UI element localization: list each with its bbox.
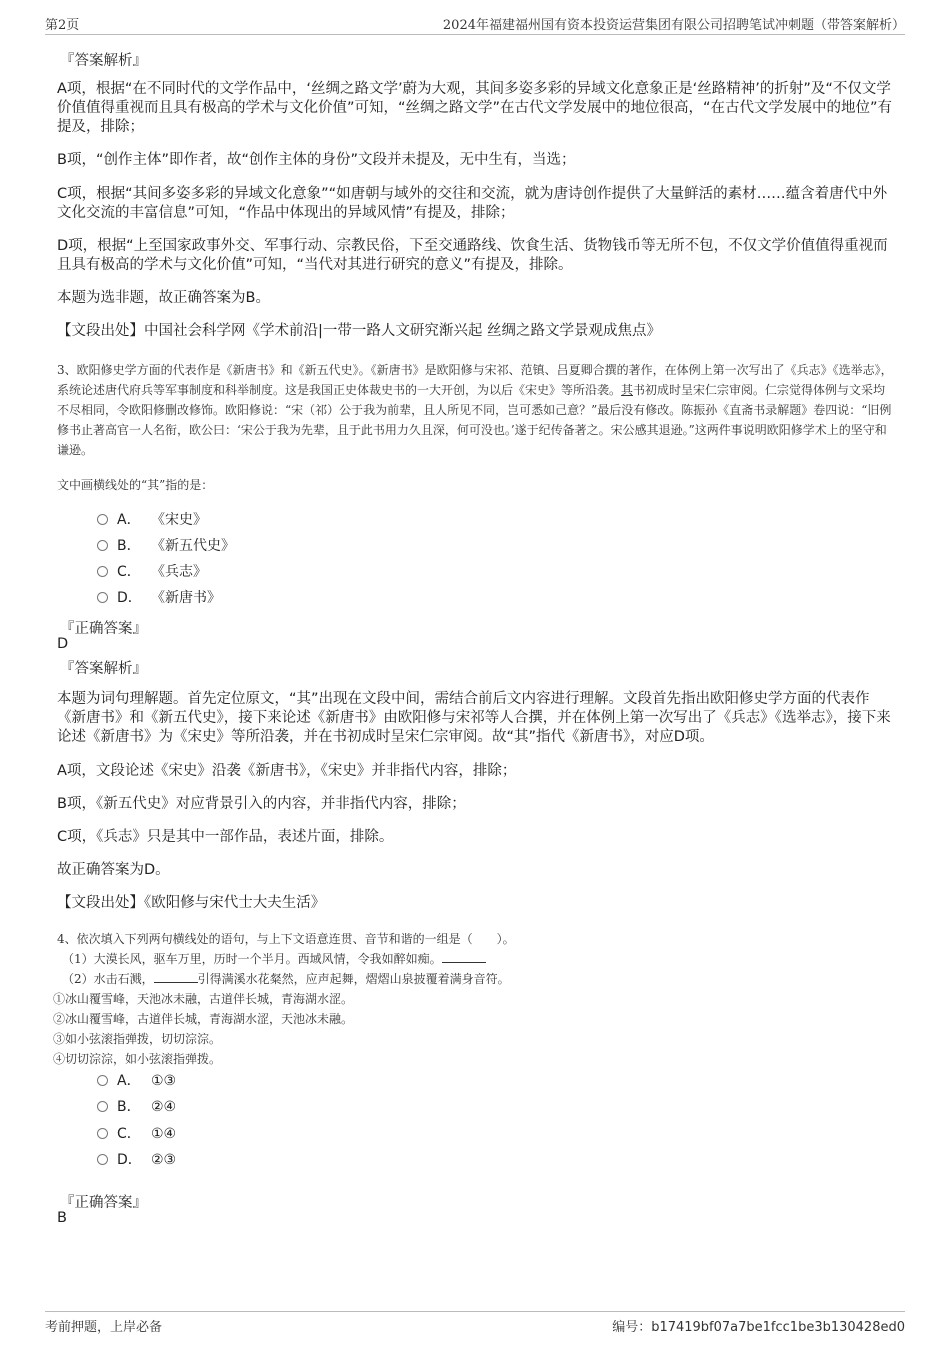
q3-answer: D <box>57 636 69 652</box>
q4-stem: 4、依次填入下列两句横线处的语句，与上下文语意连贯、音节和谐的一组是（ ）。 <box>57 932 515 946</box>
q4-blank-1 <box>442 949 486 963</box>
q2-source: 【文段出处】中国社会科学网《学术前沿|一带一路人文研究渐兴起 丝绸之路文学景观成焦点》 <box>57 323 661 339</box>
q3-option-c[interactable]: C． 《兵志》 <box>97 562 207 582</box>
q4-item-3: ③如小弦滚指弹拨，切切淙淙。 <box>53 1032 222 1046</box>
q4-item-1: ①冰山覆雪峰，天池冰未融，古道伴长城，青海湖水涩。 <box>53 992 354 1006</box>
q3-passage-part-a: 3、欧阳修史学方面的代表作是《新唐书》和《新五代史》。《新唐书》是欧阳修与宋祁、范镇、吕夏卿合撰的著作，在体例上第一次写出了《兵志》《选举志》，系统论述唐代府兵等军事制度和科举制度。这是我国正史体裁史书的一大开创，为以后《宋史》等所沿袭。 <box>57 363 893 397</box>
q4-option-c[interactable]: C． ①④ <box>97 1124 176 1144</box>
q4-option-d[interactable]: D． ②③ <box>97 1150 176 1170</box>
q2-analysis-heading: 『答案解析』 <box>60 53 147 69</box>
q3-analysis-a: A项，文段论述《宋史》沿袭《新唐书》，《宋史》并非指代内容，排除； <box>57 763 517 779</box>
q2-analysis-d: D项，根据“上至国家政事外交、军事行动、宗教民俗，下至交通路线、饮食生活、货物钱币等无所不包，不仅文学价值值得重视而且具有极高的学术与文化价值”可知，“当代对其进行研究的意义”有提及，排除。 <box>57 238 888 273</box>
q3-underlined-word: 其 <box>621 383 634 397</box>
footer-slogan: 考前押题，上岸必备 <box>45 1320 163 1335</box>
q2-conclusion: 本题为选非题，故正确答案为B。 <box>57 290 270 306</box>
radio-icon[interactable] <box>97 1154 108 1165</box>
q2-analysis-c: C项，根据“其间多姿多彩的异域文化意象”“如唐朝与域外的交往和交流，就为唐诗创作提供了大量鲜活的素材……蕴含着唐代中外文化交流的丰富信息”可知，“作品中体现出的异域风情”有提及，排除； <box>57 186 888 221</box>
q3-analysis: 本题为词句理解题。首先定位原文，“其”出现在文段中间，需结合前后文内容进行理解。文段首先指出欧阳修史学方面的代表作《新唐书》和《新五代史》，接下来论述《新唐书》由欧阳修与宋祁等人合撰，并在体例上第一次写出了《兵志》《选举志》，接下来论述《新唐书》为《宋史》等所沿袭，并在书初成时呈宋仁宗审阅。故“其”指代《新唐书》，对应D项。 <box>57 691 891 745</box>
q4-option-a[interactable]: A． ①③ <box>97 1071 176 1091</box>
q3-conclusion: 故正确答案为D。 <box>57 862 170 878</box>
q3-option-d[interactable]: D． 《新唐书》 <box>97 588 221 608</box>
q4-item-4: ④切切淙淙，如小弦滚指弹拨。 <box>53 1052 222 1066</box>
q4-blank-2 <box>154 969 198 983</box>
q3-analysis-heading: 『答案解析』 <box>60 661 147 677</box>
q3-analysis-c: C项，《兵志》只是其中一部作品，表述片面，排除。 <box>57 829 394 845</box>
q4-sentence-2: （2）水击石溅， 引得满溪水花粲然，应声起舞，熠熠山泉披覆着满身音符。 <box>62 969 900 989</box>
q4-item-2: ②冰山覆雪峰，古道伴长城，青海湖水涩，天池冰未融。 <box>53 1012 354 1026</box>
document-title: 2024年福建福州国有资本投资运营集团有限公司招聘笔试冲刺题（带答案解析） <box>442 18 905 33</box>
q4-answer: B <box>57 1210 67 1226</box>
radio-icon[interactable] <box>97 592 108 603</box>
radio-icon[interactable] <box>97 1128 108 1139</box>
radio-icon[interactable] <box>97 566 108 577</box>
q3-stem: 文中画横线处的“其”指的是： <box>57 478 214 492</box>
radio-icon[interactable] <box>97 540 108 551</box>
radio-icon[interactable] <box>97 1075 108 1086</box>
q4-sentence-1: （1）大漠长风，驱车万里，历时一个半月。西域风情，令我如醉如痴。 <box>62 949 900 969</box>
q3-source: 【文段出处】《欧阳修与宋代士大夫生活》 <box>57 895 326 911</box>
q2-analysis-b: B项，“创作主体”即作者，故“创作主体的身份”文段并未提及，无中生有，当选； <box>57 152 576 168</box>
page-number: 第2页 <box>45 18 80 33</box>
page-header <box>45 12 905 35</box>
q3-passage-part-b: 书初成时呈宋仁宗审阅。仁宗觉得体例与文采均不尽相同，令欧阳修删改修饰。欧阳修说：“宋（祁）公于我为前辈，且人所见不同，岂可悉如己意？”最后没有修改。陈振孙《直斋书录解题》卷四说：“旧例修书止著高官一人名衔，欧公曰：‘宋公于我为先辈，且于此书用力久且深，何可没也。’遂于纪传备著之。宋公感其退逊。”这两件事说明欧阳修学术上的坚守和谦逊。 <box>57 383 892 457</box>
q3-analysis-b: B项，《新五代史》对应背景引入的内容，并非指代内容，排除； <box>57 796 466 812</box>
q3-answer-heading: 『正确答案』 <box>60 621 147 637</box>
q3-option-b[interactable]: B． 《新五代史》 <box>97 536 235 556</box>
q4-option-b[interactable]: B． ②④ <box>97 1097 176 1117</box>
q3-passage <box>57 360 895 460</box>
q3-option-a[interactable]: A． 《宋史》 <box>97 510 207 530</box>
q4-answer-heading: 『正确答案』 <box>60 1195 147 1211</box>
document-code: 编号：b17419bf07a7be1fcc1be3b130428ed0 <box>612 1320 905 1335</box>
q2-analysis-a: A项，根据“在不同时代的文学作品中，‘丝绸之路文学’蔚为大观，其间多姿多彩的异域文化意象正是‘丝路精神’的折射”及“不仅文学价值值得重视而且具有极高的学术与文化价值”可知，“丝绸之路文学”在古代文学发展中的地位很高，“在古代文学发展中的地位”有提及，排除； <box>57 81 893 135</box>
page-footer <box>45 1311 905 1336</box>
radio-icon[interactable] <box>97 514 108 525</box>
radio-icon[interactable] <box>97 1101 108 1112</box>
